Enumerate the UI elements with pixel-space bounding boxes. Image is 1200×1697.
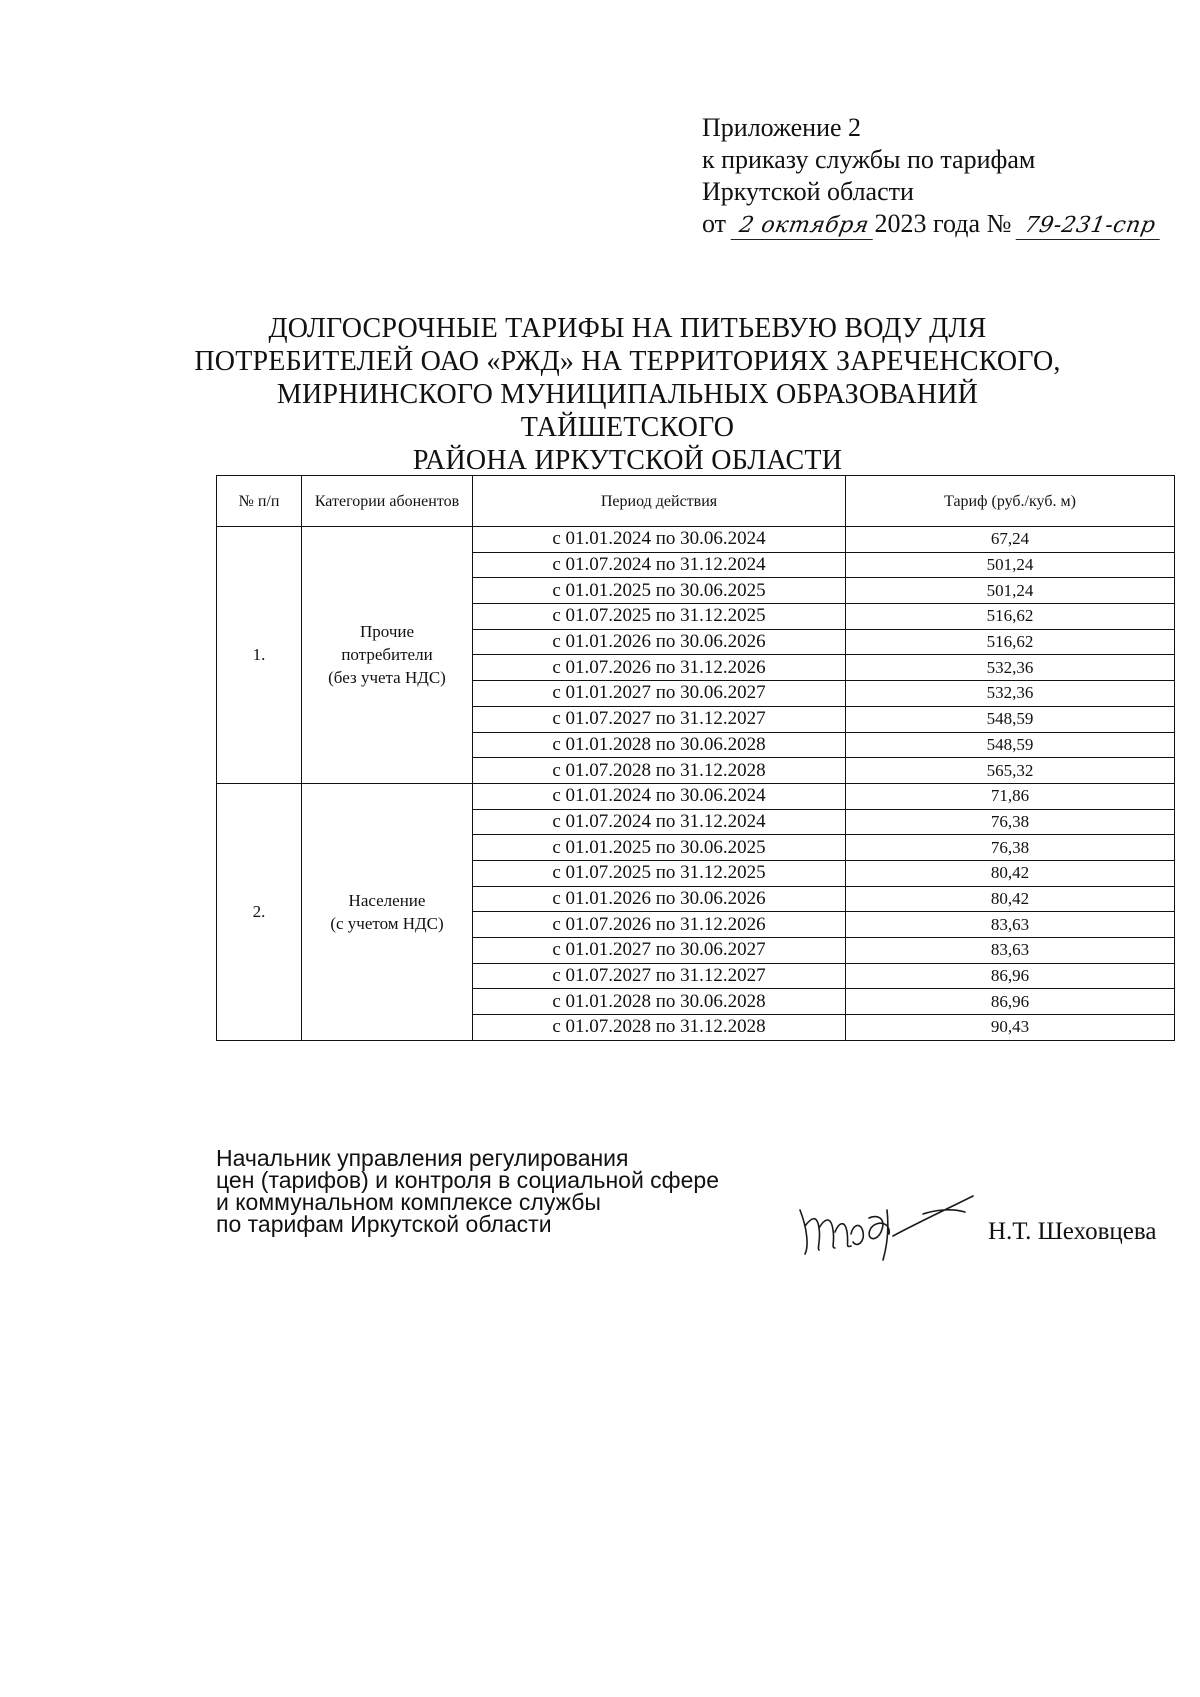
table-row <box>217 527 1175 553</box>
header-category: Категории абонентов <box>302 476 473 527</box>
handwritten-date: 2 октября <box>730 213 877 240</box>
tariff-cell: 565,32 <box>846 758 1175 784</box>
appendix-line-2: к приказу службы по тарифам <box>702 145 1036 174</box>
title-line-2: ПОТРЕБИТЕЛЕЙ ОАО «РЖД» НА ТЕРРИТОРИЯХ ЗАРЕЧЕНСКОГО, <box>194 346 1061 377</box>
table-header-row <box>217 476 1175 527</box>
tariff-cell: 532,36 <box>846 655 1175 681</box>
tariff-cell: 71,86 <box>846 783 1175 809</box>
title-line-1: ДОЛГОСРОЧНЫЕ ТАРИФЫ НА ПИТЬЕВУЮ ВОДУ ДЛЯ <box>268 313 987 344</box>
header-tariff: Тариф (руб./куб. м) <box>846 476 1175 527</box>
appendix-order-line <box>702 208 1172 240</box>
period-cell: с 01.01.2024 по 30.06.2024 <box>473 527 846 553</box>
category-line: (без учета НДС) <box>328 668 446 688</box>
group-category <box>302 527 473 784</box>
handwritten-signature <box>795 1188 980 1263</box>
position-line-4: по тарифам Иркутской области <box>216 1211 552 1237</box>
tariff-cell: 548,59 <box>846 706 1175 732</box>
period-cell: с 01.01.2027 по 30.06.2027 <box>473 681 846 707</box>
period-cell: с 01.07.2026 по 31.12.2026 <box>473 912 846 938</box>
period-cell: с 01.01.2025 по 30.06.2025 <box>473 578 846 604</box>
category-line: Прочие <box>359 622 415 642</box>
date-prefix: от <box>702 209 727 238</box>
tariff-cell: 532,36 <box>846 681 1175 707</box>
table-row <box>217 783 1175 809</box>
tariff-table-body <box>217 527 1175 1041</box>
tariff-cell: 76,38 <box>846 809 1175 835</box>
period-cell: с 01.07.2024 по 31.12.2024 <box>473 552 846 578</box>
period-cell: с 01.07.2025 по 31.12.2025 <box>473 604 846 630</box>
period-cell: с 01.07.2027 по 31.12.2027 <box>473 963 846 989</box>
position-line-1: Начальник управления регулирования <box>216 1145 629 1171</box>
position-line-2: цен (тарифов) и контроля в социальной сфере <box>216 1167 719 1193</box>
tariff-cell: 501,24 <box>846 552 1175 578</box>
category-line: потребители <box>341 645 433 665</box>
period-cell: с 01.01.2026 по 30.06.2026 <box>473 886 846 912</box>
tariff-cell: 548,59 <box>846 732 1175 758</box>
period-cell: с 01.01.2027 по 30.06.2027 <box>473 938 846 964</box>
period-cell: с 01.01.2025 по 30.06.2025 <box>473 835 846 861</box>
tariff-cell: 86,96 <box>846 963 1175 989</box>
category-line: (с учетом НДС) <box>330 913 444 933</box>
title-line-3: МИРНИНСКОГО МУНИЦИПАЛЬНЫХ ОБРАЗОВАНИЙ ТАЙШЕТСКОГО <box>276 379 979 443</box>
period-cell: с 01.01.2024 по 30.06.2024 <box>473 783 846 809</box>
header-num: № п/п <box>217 476 302 527</box>
tariff-cell: 86,96 <box>846 989 1175 1015</box>
tariff-table <box>216 475 1175 1041</box>
tariff-cell: 516,62 <box>846 604 1175 630</box>
position-line-3: и коммунальном комплексе службы <box>216 1189 601 1215</box>
appendix-line-3: Иркутской области <box>702 177 914 206</box>
period-cell: с 01.07.2027 по 31.12.2027 <box>473 706 846 732</box>
period-cell: с 01.07.2025 по 31.12.2025 <box>473 860 846 886</box>
group-number: 2. <box>217 783 302 1040</box>
signer-name: Н.Т. Шеховцева <box>988 1218 1157 1245</box>
period-cell: с 01.07.2028 по 31.12.2028 <box>473 758 846 784</box>
appendix-header <box>702 112 1172 240</box>
period-cell: с 01.07.2024 по 31.12.2024 <box>473 809 846 835</box>
group-category <box>302 783 473 1040</box>
handwritten-order-number: 79-231-спр <box>1015 213 1164 240</box>
tariff-cell: 83,63 <box>846 912 1175 938</box>
tariff-cell: 83,63 <box>846 938 1175 964</box>
period-cell: с 01.01.2026 по 30.06.2026 <box>473 629 846 655</box>
group-number: 1. <box>217 527 302 784</box>
title-line-4: РАЙОНА ИРКУТСКОЙ ОБЛАСТИ <box>412 445 843 476</box>
year-text: 2023 года № <box>874 209 1012 238</box>
category-line: Население <box>348 890 426 910</box>
tariff-cell: 76,38 <box>846 835 1175 861</box>
period-cell: с 01.07.2028 по 31.12.2028 <box>473 1015 846 1041</box>
tariff-cell: 501,24 <box>846 578 1175 604</box>
tariff-cell: 80,42 <box>846 886 1175 912</box>
tariff-cell: 90,43 <box>846 1015 1175 1041</box>
signatory-position <box>216 1147 719 1235</box>
appendix-line-1: Приложение 2 <box>702 113 862 142</box>
tariff-cell: 516,62 <box>846 629 1175 655</box>
period-cell: с 01.01.2028 по 30.06.2028 <box>473 732 846 758</box>
tariff-cell: 67,24 <box>846 527 1175 553</box>
tariff-cell: 80,42 <box>846 860 1175 886</box>
period-cell: с 01.01.2028 по 30.06.2028 <box>473 989 846 1015</box>
document-title <box>190 312 1065 477</box>
header-period: Период действия <box>473 476 846 527</box>
period-cell: с 01.07.2026 по 31.12.2026 <box>473 655 846 681</box>
